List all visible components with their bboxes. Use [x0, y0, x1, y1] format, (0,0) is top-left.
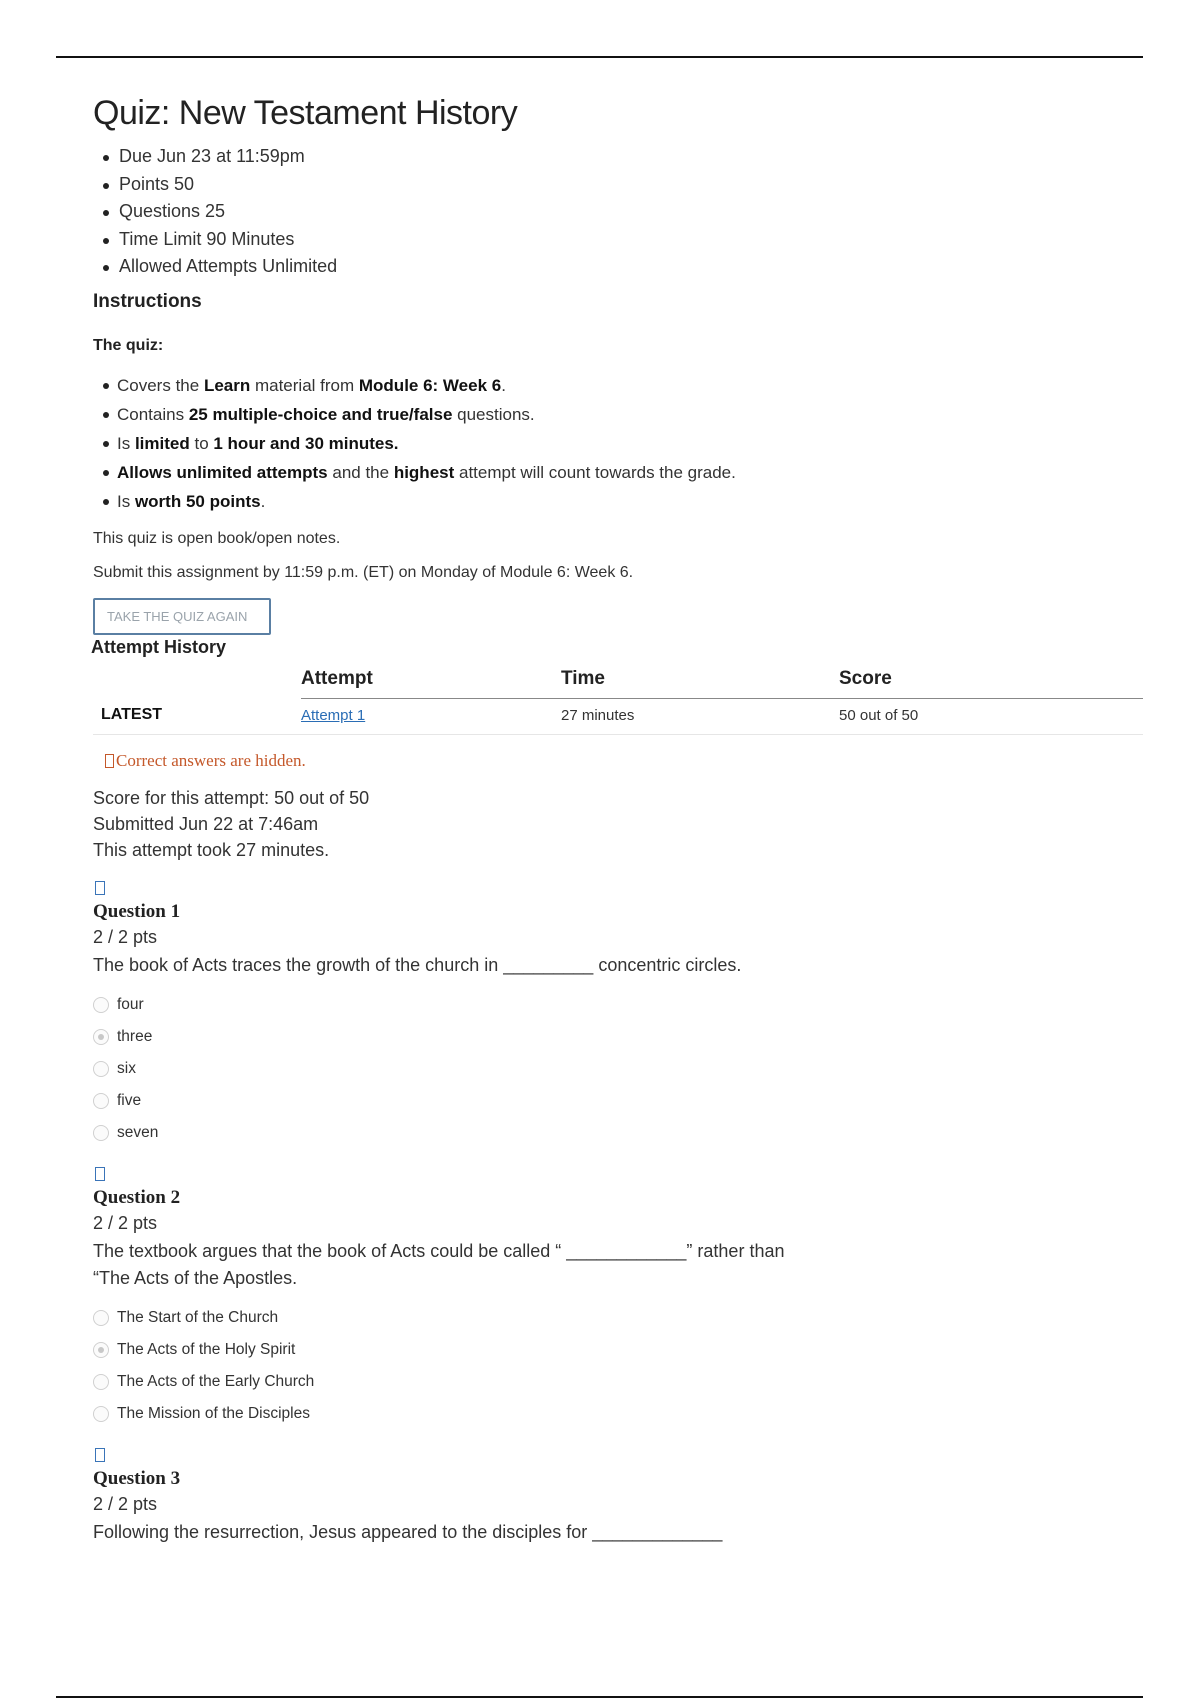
answer-option[interactable] — [93, 1366, 1143, 1398]
attempt-history-heading: Attempt History — [91, 636, 227, 657]
instruction-text: worth 50 points — [134, 491, 261, 511]
instruction-text: material from — [250, 375, 359, 395]
question-points: 2 / 2 pts — [93, 927, 158, 947]
answer-label: five — [117, 1092, 142, 1109]
answer-list — [93, 1302, 1143, 1430]
answer-label: seven — [117, 1124, 159, 1141]
allowed-attempts: Allowed Attempts Unlimited — [101, 253, 1143, 281]
table-row — [93, 698, 1143, 735]
instructions-heading: Instructions — [93, 290, 202, 312]
question-block — [93, 1448, 1143, 1546]
answers-hidden-notice — [105, 751, 1143, 771]
attempt-summary — [93, 785, 1143, 863]
top-rule — [56, 56, 1143, 58]
instruction-text: Allows unlimited attempts — [117, 462, 328, 482]
table-header-row — [93, 664, 1143, 699]
instructions-list — [93, 371, 1143, 516]
question-title: Question 2 — [93, 1187, 181, 1208]
instruction-text: Covers the — [117, 375, 204, 395]
bottom-rule — [56, 1696, 1143, 1698]
answer-option[interactable] — [93, 1302, 1143, 1334]
question-points: 2 / 2 pts — [93, 1213, 158, 1233]
time-limit: Time Limit 90 Minutes — [101, 226, 1143, 254]
instruction-text: Is — [117, 491, 135, 511]
attempt-score: Score for this attempt: 50 out of 50 — [93, 788, 370, 808]
instruction-text: . — [260, 491, 266, 511]
flag-question-icon[interactable] — [95, 881, 105, 895]
radio-button[interactable] — [93, 1093, 109, 1109]
answer-option[interactable] — [93, 1021, 1143, 1053]
answer-option[interactable] — [93, 1334, 1143, 1366]
instruction-text: Learn — [203, 375, 251, 395]
answers-hidden-text: Correct answers are hidden. — [116, 751, 306, 770]
radio-selected[interactable] — [93, 1342, 109, 1358]
instruction-item — [101, 429, 1143, 458]
instruction-text: highest — [393, 462, 455, 482]
instruction-text: limited — [134, 433, 190, 453]
question-block — [93, 881, 1143, 1149]
radio-button[interactable] — [93, 1310, 109, 1326]
attempt-cell — [301, 698, 561, 735]
instruction-text: Is — [117, 433, 135, 453]
radio-button[interactable] — [93, 1374, 109, 1390]
attempt-1-link[interactable]: Attempt 1 — [301, 706, 366, 724]
quiz-meta-list — [93, 143, 1143, 281]
question-text: The textbook argues that the book of Acts could be called “ ____________” rather than — [93, 1241, 785, 1261]
quiz-label: The quiz: — [93, 336, 164, 354]
radio-selected[interactable] — [93, 1029, 109, 1045]
instruction-text: to — [189, 433, 214, 453]
instruction-item — [101, 458, 1143, 487]
radio-button[interactable] — [93, 1125, 109, 1141]
question-points: 2 / 2 pts — [93, 1494, 158, 1514]
instruction-text: 1 hour and 30 minutes. — [213, 433, 399, 453]
header-attempt: Attempt — [301, 664, 561, 699]
open-book-note: This quiz is open book/open notes. — [93, 529, 341, 547]
answer-option[interactable] — [93, 989, 1143, 1021]
instruction-item — [101, 400, 1143, 429]
answer-option[interactable] — [93, 1053, 1143, 1085]
quiz-page — [93, 84, 1143, 1546]
question-title: Question 1 — [93, 901, 181, 922]
instruction-text: Contains — [117, 404, 189, 424]
instruction-text: Module 6: Week 6 — [358, 375, 502, 395]
question-text: Following the resurrection, Jesus appeared to the disciples for _____________ — [93, 1522, 723, 1542]
radio-button[interactable] — [93, 1406, 109, 1422]
question-count: Questions 25 — [101, 198, 1143, 226]
submit-note: Submit this assignment by 11:59 p.m. (ET) on Monday of Module 6: Week 6. — [93, 563, 634, 581]
header-score: Score — [839, 664, 1143, 699]
time-cell: 27 minutes — [561, 698, 839, 735]
attempt-submitted: Submitted Jun 22 at 7:46am — [93, 814, 319, 834]
info-icon — [105, 754, 114, 768]
instruction-text: and the — [327, 462, 394, 482]
answer-label: The Acts of the Holy Spirit — [117, 1341, 296, 1358]
instruction-text: 25 multiple-choice and true/false — [188, 404, 453, 424]
question-text: The book of Acts traces the growth of the church in _________ concentric circles. — [93, 955, 742, 975]
answer-label: three — [117, 1028, 153, 1045]
attempt-duration: This attempt took 27 minutes. — [93, 840, 330, 860]
instruction-text: questions. — [452, 404, 535, 424]
question-title: Question 3 — [93, 1468, 181, 1489]
due-date: Due Jun 23 at 11:59pm — [101, 143, 1143, 171]
flag-question-icon[interactable] — [95, 1167, 105, 1181]
attempt-history-table — [93, 664, 1143, 736]
answer-list — [93, 989, 1143, 1149]
answer-option[interactable] — [93, 1117, 1143, 1149]
page-title: Quiz: New Testament History — [93, 94, 518, 132]
answer-option[interactable] — [93, 1085, 1143, 1117]
question-text-continued: “The Acts of the Apostles. — [93, 1268, 298, 1288]
answer-label: The Mission of the Disciples — [117, 1405, 310, 1422]
answer-label: six — [117, 1060, 136, 1077]
header-blank — [93, 664, 301, 699]
score-cell: 50 out of 50 — [839, 698, 1143, 735]
answer-label: four — [117, 996, 144, 1013]
points: Points 50 — [101, 171, 1143, 199]
flag-question-icon[interactable] — [95, 1448, 105, 1462]
radio-button[interactable] — [93, 997, 109, 1013]
instruction-text: . — [501, 375, 506, 395]
questions-list — [93, 881, 1143, 1546]
latest-tag: LATEST — [93, 698, 301, 735]
radio-button[interactable] — [93, 1061, 109, 1077]
header-time: Time — [561, 664, 839, 699]
instruction-item — [101, 371, 1143, 400]
instruction-text: attempt will count towards the grade. — [454, 462, 736, 482]
answer-option[interactable] — [93, 1398, 1143, 1430]
take-quiz-again-button[interactable]: TAKE THE QUIZ AGAIN — [93, 598, 271, 635]
question-block — [93, 1167, 1143, 1430]
instruction-item — [101, 487, 1143, 516]
answer-label: The Acts of the Early Church — [117, 1373, 315, 1390]
answer-label: The Start of the Church — [117, 1309, 279, 1326]
